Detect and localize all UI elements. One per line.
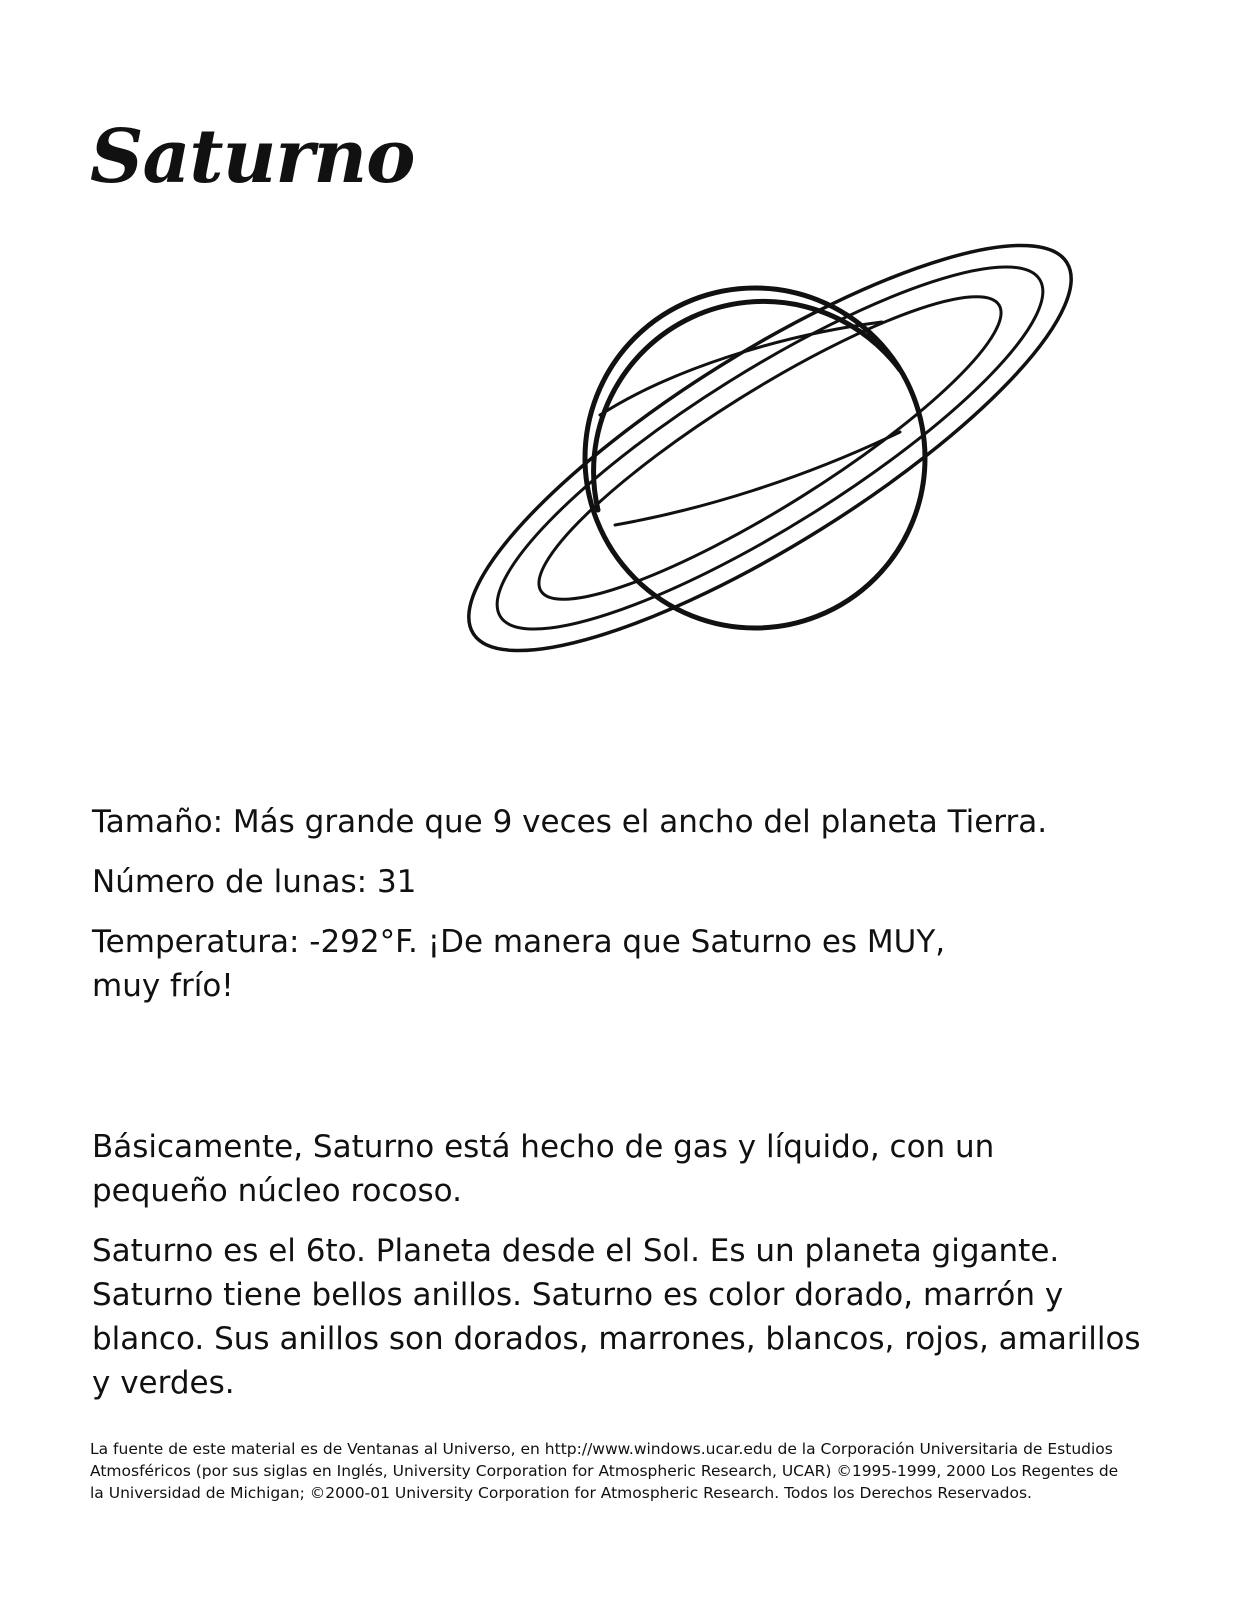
facts-section: [92, 800, 1142, 1024]
source-note: La fuente de este material es de Ventanas al Universo, en http://www.windows.ucar.edu de la Corporación Universitaria de Estudios Atmosféricos (por sus siglas en Inglés, University Corporation for Atmospheric Research, UCAR) ©1995-1999, 2000 Los Regentes de la Universidad de Michigan; ©2000-01 University Corporation for Atmospheric Research. Todos los Derechos Reservados.: [90, 1440, 1119, 1502]
ring-inner: [510, 256, 1029, 641]
ring-middle: [459, 213, 1081, 682]
fact-temperature: Temperatura: -292°F. ¡De manera que Saturno es MUY, muy frío!: [92, 924, 946, 1004]
planet-band: [600, 322, 882, 415]
description-composition: Básicamente, Saturno está hecho de gas y líquido, con un pequeño núcleo rocoso.: [92, 1129, 995, 1209]
description-details: Saturno es el 6to. Planeta desde el Sol. Es un planeta gigante. Saturno tiene bellos anillos. Saturno es color dorado, marrón y blanco. Sus anillos son dorados, marrones, blancos, rojos, amarillos y verdes.: [92, 1233, 1141, 1401]
saturn-icon: [430, 210, 1090, 690]
planet-band: [615, 432, 900, 525]
page-title: Saturno: [90, 114, 415, 200]
ring-outer: [430, 210, 1090, 690]
fact-moons: Número de lunas: 31: [92, 864, 417, 900]
fact-size: Tamaño: Más grande que 9 veces el ancho del planeta Tierra.: [92, 804, 1048, 840]
description-section: [92, 1125, 1152, 1421]
